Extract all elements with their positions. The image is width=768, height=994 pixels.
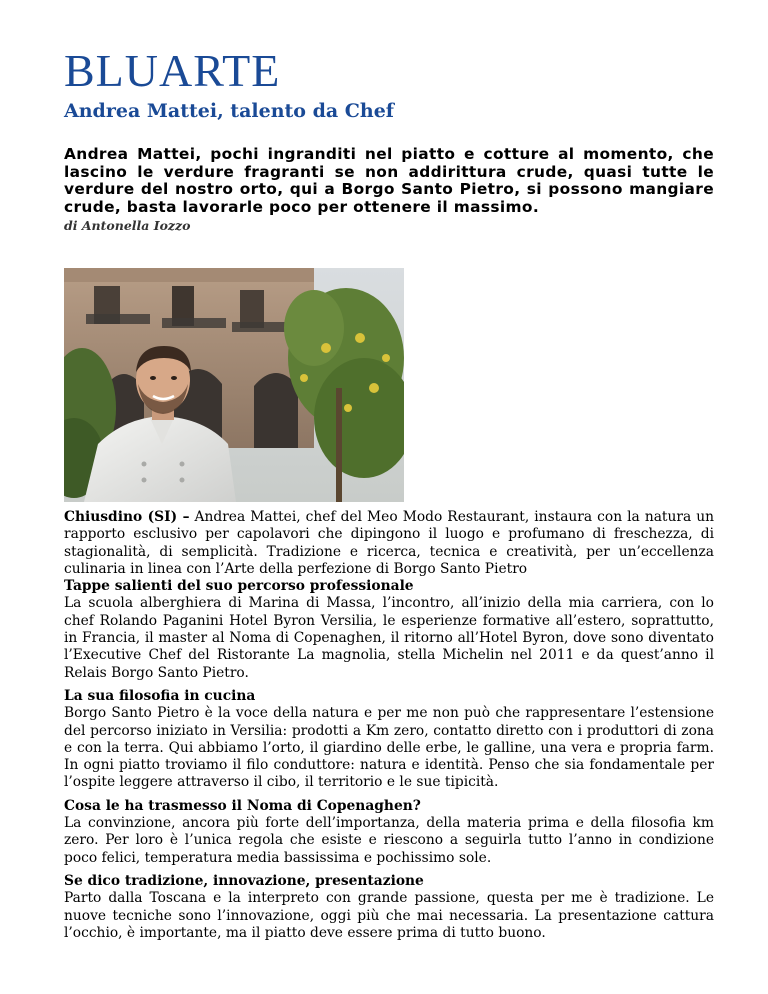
intro-paragraph: [64, 509, 714, 578]
site-logo[interactable]: BLUARTE: [64, 45, 281, 96]
chef-photo: [64, 268, 404, 502]
article-lead: Andrea Mattei, pochi ingranditi nel piatto e cotture al momento, che lascino le verdure fragranti se non addirittura crude, quasi tutte le verdure del nostro orto, qui a Borgo Santo Pietro, si possono mangiare crude, basta lavorarle poco per ottenere il massimo.: [64, 145, 714, 216]
section-heading: Cosa le ha trasmesso il Noma di Copenaghen?: [64, 797, 421, 814]
intro-place: Chiusdino (SI) –: [64, 509, 190, 525]
article-byline: di Antonella Iozzo: [64, 218, 191, 233]
section-heading: Tappe salienti del suo percorso professionale: [64, 578, 414, 595]
section-text: La convinzione, ancora più forte dell’importanza, della materia prima e della filosofia km zero. Per loro è l’unica regola che esiste e riescono a seguirla tutto l’anno in condizione poco felici, temperatura media bassissima e pochissimo sole.: [64, 815, 714, 866]
section-text: Borgo Santo Pietro è la voce della natura e per me non può che rappresentare l’estensione del percorso iniziato in Versilia: prodotti a Km zero, contatto diretto con i produttori di zona e con la terra. Qui abbiamo l’orto, il giardino delle erbe, le galline, una vera e propria farm. In ogni piatto troviamo il filo conduttore: natura e identità. Penso che sia fondamentale per l’ospite leggere attraverso il cibo, il territorio e le sue tipicità.: [64, 705, 714, 791]
section-text: La scuola alberghiera di Marina di Massa, l’incontro, all’inizio della mia carriera, con lo chef Rolando Paganini Hotel Byron Versilia, le esperienze formative all’estero, soprattutto, in Francia, il master al Noma di Copenaghen, il ritorno all’Hotel Byron, dove sono diventato l’Executive Chef del Ristorante La magnolia, stella Michelin nel 2011 e da quest’anno il Relais Borgo Santo Pietro.: [64, 595, 714, 681]
article-body: [64, 509, 714, 942]
intro-text: Andrea Mattei, chef del Meo Modo Restaurant, instaura con la natura un rapporto esclusivo per capolavori che dipingono il luogo e profumano di freschezza, di stagionalità, di semplicità. Tradizione e ricerca, tecnica e creatività, per un’eccellenza culinaria in linea con l’Arte della perfezione di Borgo Santo Pietro: [64, 509, 714, 577]
article-title: Andrea Mattei, talento da Chef: [64, 100, 394, 122]
section-heading: La sua filosofia in cucina: [64, 687, 256, 704]
section-heading: Se dico tradizione, innovazione, presentazione: [64, 872, 424, 889]
section-text: Parto dalla Toscana e la interpreto con grande passione, questa per me è tradizione. Le nuove tecniche sono l’innovazione, oggi più che mai necessaria. La presentazione cattura l’occhio, è importante, ma il piatto deve essere prima di tutto buono.: [64, 890, 714, 941]
